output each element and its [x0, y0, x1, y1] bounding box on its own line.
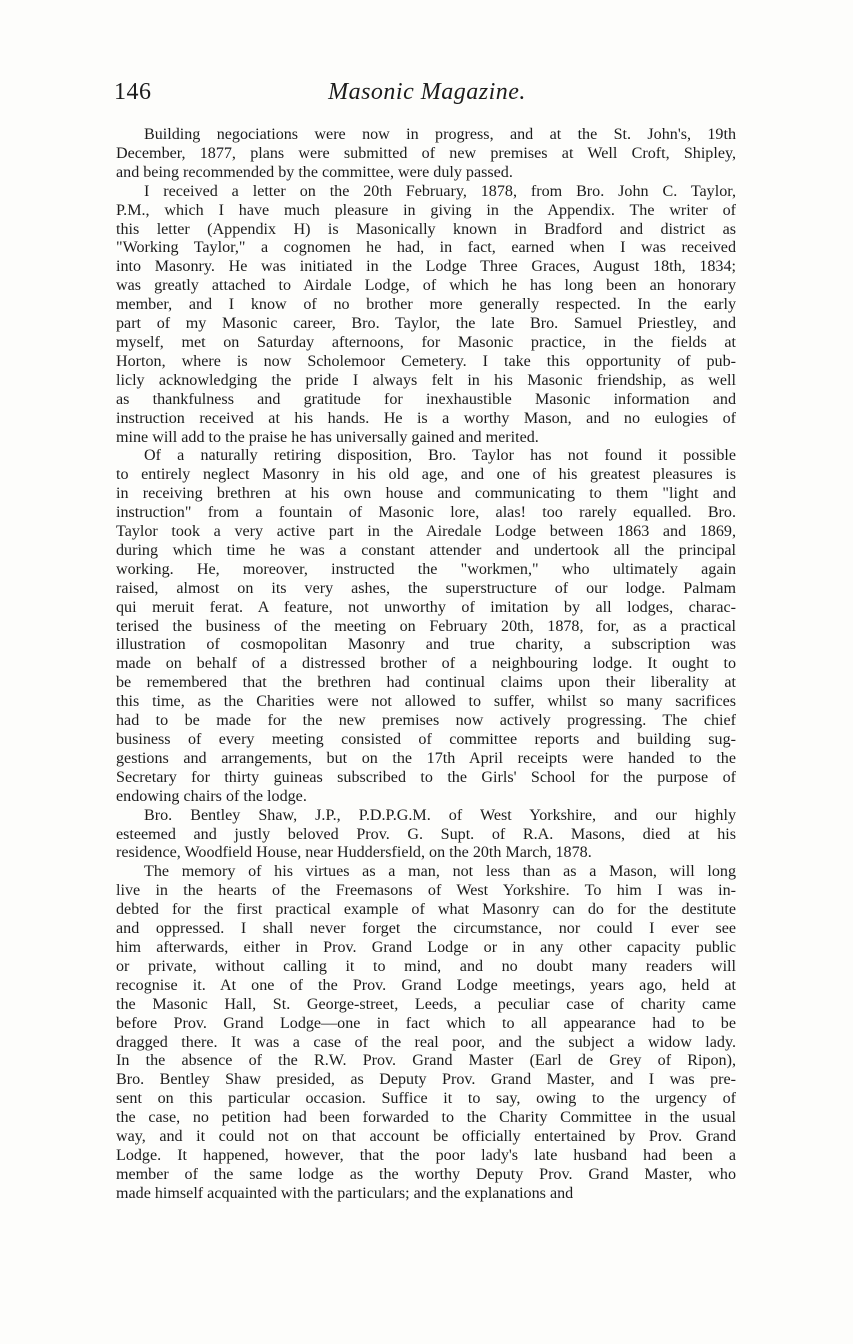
text-line: "Working Taylor," a cognomen he had, in fact, earned when I was received [116, 239, 736, 257]
text-line: Secretary for thirty guineas subscribed to the Girls' School for the purpose of [116, 768, 736, 786]
text-line: December, 1877, plans were submitted of new premises at Well Croft, Shipley, [116, 144, 736, 162]
text-line: Bro. Bentley Shaw presided, as Deputy Prov. Grand Master, and I was pre- [116, 1071, 736, 1089]
text-line: In the absence of the R.W. Prov. Grand Master (Earl de Grey of Ripon), [116, 1052, 736, 1070]
paragraph [116, 126, 736, 183]
text-line: Lodge. It happened, however, that the poor lady's late husband had been a [116, 1146, 736, 1164]
text-line: mine will add to the praise he has universally gained and merited. [116, 428, 539, 446]
text-line: Building negociations were now in progress, and at the St. John's, 19th [144, 126, 736, 143]
text-line: live in the hearts of the Freemasons of West Yorkshire. To him I was in- [116, 882, 736, 900]
page-header [114, 79, 740, 115]
text-line: recognise it. At one of the Prov. Grand Lodge meetings, years ago, held at [116, 976, 736, 994]
paragraph [116, 447, 736, 806]
text-line: way, and it could not on that account be officially entertained by Prov. Grand [116, 1128, 736, 1146]
text-line: illustration of cosmopolitan Masonry and true charity, a subscription was [116, 636, 736, 654]
text-line: the case, no petition had been forwarded to the Charity Committee in the usual [116, 1109, 736, 1127]
text-line: esteemed and justly beloved Prov. G. Supt. of R.A. Masons, died at his [116, 825, 736, 843]
text-line: debted for the first practical example of what Masonry can do for the destitute [116, 901, 736, 919]
text-line: P.M., which I have much pleasure in giving in the Appendix. The writer of [116, 201, 736, 219]
text-line: business of every meeting consisted of committee reports and building sug- [116, 731, 736, 748]
text-line: be remembered that the brethren had continual claims upon their liberality at [116, 674, 736, 692]
text-line: I received a letter on the 20th February, 1878, from Bro. John C. Taylor, [144, 182, 736, 200]
text-line: raised, almost on its very ashes, the superstructure of our lodge. Palmam [116, 579, 736, 597]
text-line: made on behalf of a distressed brother of a neighbouring lodge. It ought to [116, 655, 736, 673]
text-line: made himself acquainted with the particulars; and the explanations and [116, 1184, 574, 1202]
running-title: Masonic Magazine. [328, 79, 526, 105]
text-line: part of my Masonic career, Bro. Taylor, the late Bro. Samuel Priestley, and [116, 315, 736, 333]
text-line: Horton, where is now Scholemoor Cemetery. I take this opportunity of pub- [116, 352, 736, 370]
text-line: licly acknowledging the pride I always felt in his Masonic friendship, as well [116, 371, 736, 389]
text-line: and being recommended by the committee, were duly passed. [116, 163, 513, 181]
text-line: terised the business of the meeting on February 20th, 1878, for, as a practical [116, 617, 736, 635]
text-line: working. He, moreover, instructed the "workmen," who ultimately again [116, 560, 736, 578]
article-body [116, 126, 736, 1204]
paragraph [116, 863, 736, 1203]
text-line: had to be made for the new premises now actively progressing. The chief [116, 712, 736, 730]
text-line: Taylor took a very active part in the Airedale Lodge between 1863 and 1869, [116, 523, 736, 541]
text-line: him afterwards, either in Prov. Grand Lodge or in any other capacity public [116, 938, 736, 956]
text-line: endowing chairs of the lodge. [116, 787, 307, 805]
text-line: gestions and arrangements, but on the 17th April receipts were handed to the [116, 749, 736, 767]
text-line: or private, without calling it to mind, and no doubt many readers will [116, 957, 736, 975]
text-line: qui meruit ferat. A feature, not unworthy of imitation by all lodges, charac- [116, 598, 736, 616]
text-line: as thankfulness and gratitude for inexhaustible Masonic information and [116, 390, 736, 408]
text-line: into Masonry. He was initiated in the Lodge Three Graces, August 18th, 1834; [116, 258, 736, 276]
text-line: member, and I know of no brother more generally respected. In the early [116, 296, 736, 314]
text-line: during which time he was a constant attender and undertook all the principal [116, 541, 736, 559]
page-number: 146 [114, 79, 152, 105]
text-line: dragged there. It was a case of the real poor, and the subject a widow lady. [116, 1033, 736, 1051]
text-line: sent on this particular occasion. Suffice it to say, owing to the urgency of [116, 1090, 736, 1108]
text-line: The memory of his virtues as a man, not less than as a Mason, will long [144, 863, 736, 881]
text-line: residence, Woodfield House, near Huddersfield, on the 20th March, 1878. [116, 844, 592, 862]
text-line: this letter (Appendix H) is Masonically known in Bradford and district as [116, 220, 736, 238]
paragraph [116, 807, 736, 864]
text-line: myself, met on Saturday afternoons, for Masonic practice, in the fields at [116, 333, 736, 351]
text-line: in receiving brethren at his own house and communicating to them "light and [116, 485, 736, 503]
text-line: to entirely neglect Masonry in his old age, and one of his greatest pleasures is [116, 466, 736, 484]
text-line: member of the same lodge as the worthy Deputy Prov. Grand Master, who [116, 1165, 736, 1183]
text-line: and oppressed. I shall never forget the circumstance, nor could I ever see [116, 920, 736, 938]
text-line: instruction" from a fountain of Masonic lore, alas! too rarely equalled. Bro. [116, 504, 736, 522]
text-line: Of a naturally retiring disposition, Bro. Taylor has not found it possible [144, 447, 736, 465]
text-line: was greatly attached to Airdale Lodge, of which he has long been an honorary [116, 277, 736, 295]
text-line: this time, as the Charities were not allowed to suffer, whilst so many sacrifices [116, 693, 736, 711]
paragraph [116, 183, 736, 448]
text-line: the Masonic Hall, St. George-street, Leeds, a peculiar case of charity came [116, 995, 736, 1013]
text-line: before Prov. Grand Lodge—one in fact which to all appearance had to be [116, 1014, 736, 1032]
text-line: Bro. Bentley Shaw, J.P., P.D.P.G.M. of West Yorkshire, and our highly [144, 806, 736, 824]
text-line: instruction received at his hands. He is a worthy Mason, and no eulogies of [116, 409, 736, 427]
